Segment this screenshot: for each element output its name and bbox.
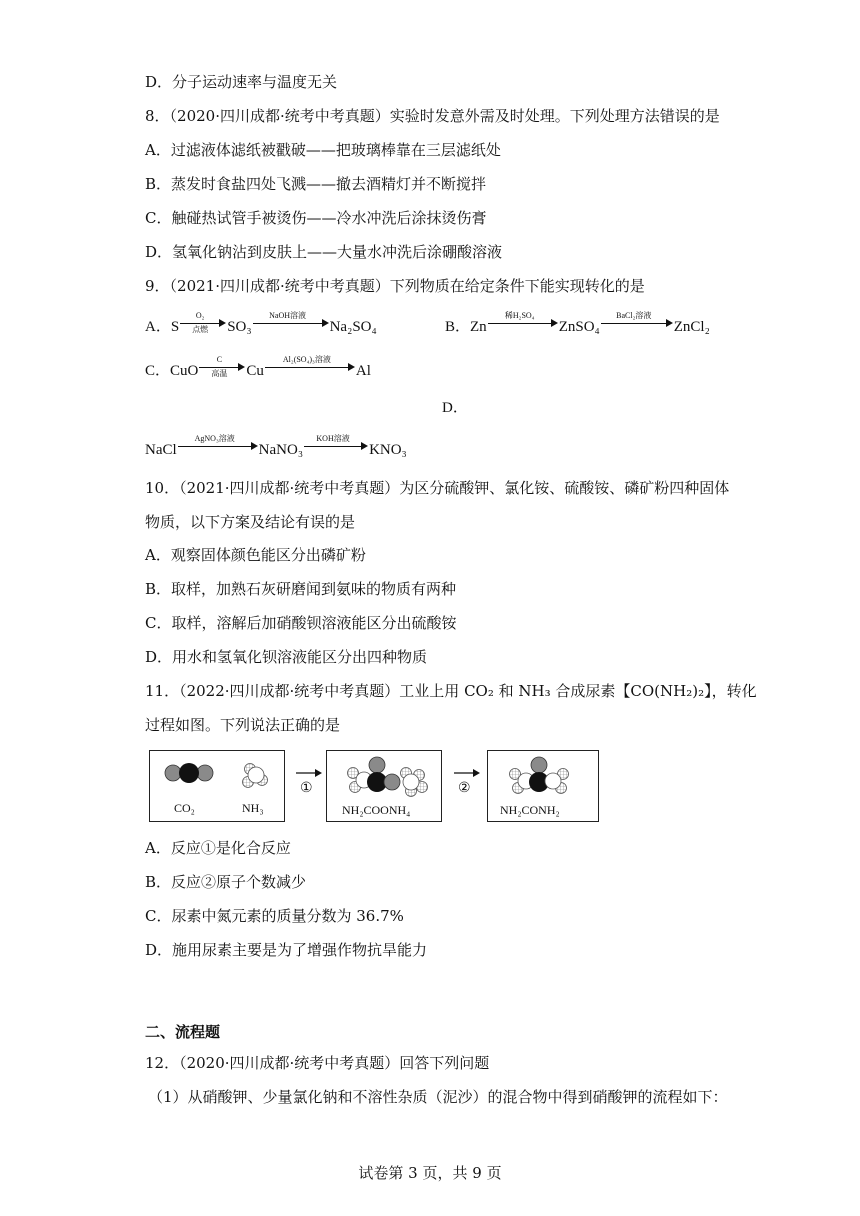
- section-heading: 二、流程题: [145, 1023, 221, 1041]
- q7-option-d: D．分子运动速率与温度无关: [145, 73, 338, 91]
- condition-above: C: [216, 355, 223, 364]
- condition-above: AgNO₃溶液: [194, 434, 235, 443]
- reaction-arrow: [488, 311, 558, 331]
- q8-option-a: A．过滤液体滤纸被戳破——把玻璃棒靠在三层滤纸处: [145, 141, 501, 159]
- product: ZnCl₂: [673, 319, 710, 335]
- intermediate: NaNO₃: [258, 442, 304, 458]
- urea-box: [487, 750, 599, 822]
- condition-below: 高温: [211, 369, 228, 378]
- q8-option-c: C．触碰热试管手被烫伤——冷水冲洗后涂抹烫伤膏: [145, 209, 487, 227]
- co2-nh3-molecules-image: [150, 755, 284, 805]
- q11-option-d: D．施用尿素主要是为了增强作物抗旱能力: [145, 941, 428, 959]
- nh3-label: NH₃: [242, 801, 264, 815]
- intermediate: SO₃: [227, 319, 252, 335]
- q9-option-d: [145, 434, 407, 460]
- q10-option-b: B．取样，加熟石灰研磨闻到氨味的物质有两种: [145, 580, 457, 598]
- condition-above: Al₂(SO₄)₃溶液: [282, 355, 331, 364]
- reactant: S: [170, 319, 180, 335]
- co2-label: CO₂: [174, 801, 195, 815]
- condition-above: NaOH溶液: [269, 311, 307, 320]
- ammonium-carbamate-molecule-image: [327, 753, 441, 805]
- option-label: C．: [145, 363, 171, 379]
- product: KNO₃: [369, 442, 407, 458]
- q8-option-d: D．氢氧化钠沾到皮肤上——大量水冲洗后涂硼酸溶液: [145, 243, 503, 261]
- page-footer: 试卷第 3 页，共 9 页: [358, 1164, 502, 1182]
- q9-option-c: [145, 355, 371, 381]
- q10-option-d: D．用水和氢氧化钡溶液能区分出四种物质: [145, 648, 428, 666]
- q10-option-a: A．观察固体颜色能区分出磷矿粉: [145, 546, 366, 564]
- q9-option-b: [445, 311, 710, 337]
- intermediate-label: NH₂COONH₄: [342, 803, 411, 817]
- product: Al: [355, 363, 371, 379]
- reactant: Zn: [470, 319, 487, 335]
- q10-stem-line2: 物质，以下方案及结论有误的是: [145, 513, 356, 531]
- intermediate: Cu: [246, 363, 264, 379]
- urea-molecule-image: [488, 753, 598, 805]
- reaction-arrow: [601, 311, 673, 331]
- q10-option-c: C．取样，溶解后加硝酸钡溶液能区分出硫酸铵: [145, 614, 457, 632]
- q8-stem: 8．（2020·四川成都·统考中考真题）实验时发意外需及时处理。下列处理方法错误的是: [145, 107, 720, 125]
- reaction-arrow: [180, 311, 226, 334]
- intermediate-box: [326, 750, 442, 822]
- reactant: CuO: [170, 363, 199, 379]
- reaction-arrow: [178, 434, 258, 454]
- condition-above: BaCl₂溶液: [616, 311, 652, 320]
- option-label: A．: [145, 319, 171, 335]
- reactants-box: [149, 750, 285, 822]
- q11-option-c: C．尿素中氮元素的质量分数为 36.7%: [145, 907, 404, 925]
- q9-option-a: [145, 311, 377, 337]
- reaction-arrow: [253, 311, 329, 331]
- q8-option-b: B．蒸发时食盐四处飞溅——撤去酒精灯并不断搅拌: [145, 175, 487, 193]
- step2-label: ②: [458, 781, 471, 796]
- q11-stem-line1: 11．（2022·四川成都·统考中考真题）工业上用 CO₂ 和 NH₃ 合成尿素【CO(NH₂)₂】，转化: [145, 682, 757, 700]
- product: Na₂SO₄: [329, 319, 377, 335]
- condition-below: 点燃: [192, 325, 209, 334]
- condition-above: KOH溶液: [316, 434, 350, 443]
- q9-stem: 9．（2021·四川成都·统考中考真题）下列物质在给定条件下能实现转化的是: [145, 277, 645, 295]
- option-label: B．: [445, 319, 471, 335]
- intermediate: ZnSO₄: [558, 319, 600, 335]
- q11-stem-line2: 过程如图。下列说法正确的是: [145, 716, 341, 734]
- q12-part1: （1）从硝酸钾、少量氯化钠和不溶性杂质（泥沙）的混合物中得到硝酸钾的流程如下：: [148, 1088, 728, 1106]
- condition-above: 稀H₂SO₄: [504, 311, 535, 320]
- q9-option-d-label: D．: [442, 400, 468, 416]
- reaction-arrow: [199, 355, 245, 378]
- step1-label: ①: [300, 781, 313, 796]
- q11-option-b: B．反应②原子个数减少: [145, 873, 307, 891]
- reaction-arrow: [304, 434, 368, 454]
- urea-label: NH₂CONH₂: [500, 803, 560, 817]
- q12-stem: 12．（2020·四川成都·统考中考真题）回答下列问题: [145, 1054, 490, 1072]
- q10-stem-line1: 10．（2021·四川成都·统考中考真题）为区分硫酸钾、氯化铵、硫酸铵、磷矿粉四种固体: [145, 479, 730, 497]
- condition-above: O₂: [195, 311, 205, 320]
- q11-option-a: A．反应①是化合反应: [145, 839, 291, 857]
- reaction-arrow: [265, 355, 355, 375]
- reactant: NaCl: [145, 442, 177, 458]
